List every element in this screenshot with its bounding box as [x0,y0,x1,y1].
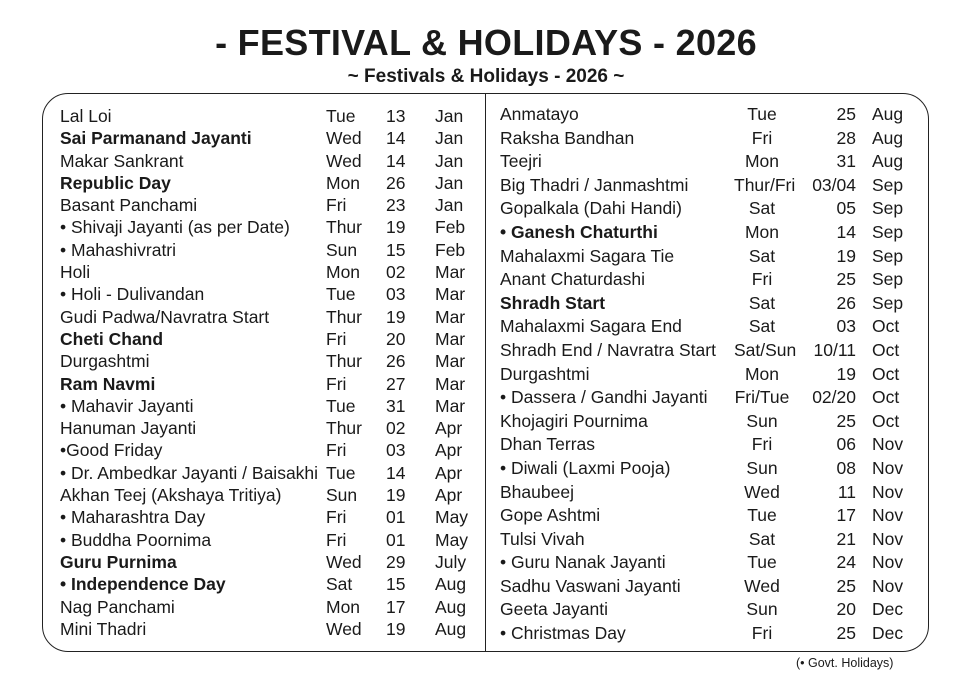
holiday-date: 14 [386,462,406,483]
holiday-month: Nov [872,552,904,573]
holiday-date: 06 [836,434,856,455]
holiday-name: Guru Purnima [60,551,177,572]
holiday-day: Thur [326,217,362,238]
holiday-date: 17 [836,505,856,526]
holiday-name: Big Thadri / Janmashtmi [500,174,689,195]
holiday-day: Mon [326,262,361,283]
holiday-day: Sat [748,528,776,549]
holiday-date: 27 [386,373,406,394]
holiday-date: 19 [836,245,856,266]
holiday-month: Nov [872,528,904,549]
holiday-date: 31 [386,395,406,416]
holiday-day: Fri [326,328,347,349]
holiday-date: 17 [386,596,406,617]
holiday-name: Shradh End / Navratra Start [500,339,716,360]
holiday-month: Sep [872,292,904,313]
holiday-month: May [435,507,469,528]
page-subtitle: ~ Festivals & Holidays - 2026 ~ [347,66,625,87]
holiday-date: 23 [386,195,406,216]
holiday-month: Aug [872,127,904,148]
holiday-month: Apr [435,418,463,439]
holiday-day: Thur [326,351,362,372]
holiday-date: 03 [386,440,406,461]
holiday-date: 25 [836,269,856,290]
holiday-date: 03/04 [812,174,856,195]
holiday-month: Mar [435,306,466,327]
holiday-name: Nag Panchami [60,596,175,617]
holiday-name: Sai Parmanand Jayanti [60,128,252,149]
holiday-day: Wed [744,481,780,502]
holiday-month: Sep [872,269,904,290]
holiday-day: Fri [751,434,773,455]
holiday-day: Mon [326,172,361,193]
holiday-month: Feb [435,217,466,238]
holiday-name: Tulsi Vivah [500,528,585,549]
holiday-day: Tue [326,395,356,416]
holiday-day: Fri [751,127,773,148]
holiday-day: Tue [326,284,356,305]
holiday-name: Hanuman Jayanti [60,418,197,439]
holiday-name: Bhaubeej [500,481,574,502]
holiday-day: Mon [744,363,780,384]
holiday-name: • Independence Day [60,574,226,595]
holiday-name: • Mahashivratri [60,239,177,260]
holiday-day: Mon [744,221,780,242]
holiday-day: Wed [326,150,362,171]
holiday-month: Nov [872,434,904,455]
holiday-name: Akhan Teej (Akshaya Tritiya) [60,485,282,506]
holiday-date: 26 [836,292,856,313]
holiday-name: Geeta Jayanti [500,599,608,620]
holiday-name: Mahalaxmi Sagara End [500,316,682,337]
holiday-name: Raksha Bandhan [500,127,635,148]
holiday-name: Durgashtmi [60,351,150,372]
column-divider [485,93,486,652]
holiday-name: Cheti Chand [60,328,164,349]
holiday-date: 19 [386,217,406,238]
holiday-name: Khojagiri Pournima [500,410,648,431]
holiday-month: Dec [872,623,904,644]
holiday-day: Fri [751,269,773,290]
holiday-date: 08 [836,457,856,478]
holiday-name: Anant Chaturdashi [500,269,645,290]
holiday-name: • Mahavir Jayanti [60,395,194,416]
holiday-day: Sun [746,410,778,431]
holiday-date: 19 [836,363,856,384]
holiday-day: Thur [326,418,362,439]
holiday-month: Apr [435,462,463,483]
holiday-name: Anmatayo [500,104,579,124]
holiday-day: Fri [751,623,773,644]
holiday-name: Durgashtmi [500,363,590,384]
holiday-date: 25 [836,575,856,596]
holiday-date: 19 [386,618,406,639]
holiday-month: Oct [872,387,900,408]
holiday-name: • Christmas Day [500,623,626,644]
holiday-month: Oct [872,316,900,337]
holiday-date: 02/20 [812,387,856,408]
holiday-name: Mahalaxmi Sagara Tie [500,245,675,266]
holiday-date: 31 [836,151,856,172]
holiday-day: Fri [326,529,347,550]
holiday-name: • Diwali (Laxmi Pooja) [500,457,671,478]
holiday-date: 01 [386,507,406,528]
holiday-name: Shradh Start [500,292,606,313]
holiday-month: Oct [872,363,900,384]
holiday-day: Wed [326,618,362,639]
holiday-date: 24 [836,552,856,573]
holiday-day: Sat [748,198,776,219]
holiday-day: Tue [326,106,356,126]
holiday-name: •Good Friday [60,440,163,461]
holiday-day: Wed [744,575,780,596]
holiday-month: Mar [435,373,466,394]
holiday-month: Mar [435,262,466,283]
holiday-date: 10/11 [813,339,856,360]
holiday-date: 26 [386,172,406,193]
holiday-day: Fri [326,373,347,394]
holiday-date: 26 [386,351,406,372]
holiday-month: Mar [435,328,466,349]
holiday-name: Basant Panchami [60,195,198,216]
holiday-month: Sep [872,198,904,219]
holiday-month: Nov [872,481,904,502]
holiday-day: Thur [326,306,362,327]
holiday-date: 25 [836,104,856,124]
holiday-month: Jan [435,172,464,193]
holiday-month: Dec [872,599,904,620]
holiday-day: Tue [747,505,777,526]
holiday-date: 14 [386,150,406,171]
holiday-name: • Holi - Dulivandan [60,284,205,305]
holiday-month: Aug [872,104,904,124]
holiday-date: 14 [836,221,856,242]
holiday-day: Sat [748,245,776,266]
holiday-day: Tue [326,462,356,483]
holiday-day: Mon [326,596,361,617]
holiday-date: 15 [386,574,406,595]
holiday-day: Sat [748,316,776,337]
holiday-name: • Buddha Poornima [60,529,212,550]
holiday-month: Nov [872,457,904,478]
holiday-day: Sat [748,292,776,313]
holiday-date: 03 [836,316,856,337]
holiday-name: • Dr. Ambedkar Jayanti / Baisakhi [60,462,319,483]
holiday-day: Fri [326,195,347,216]
holiday-name: Lal Loi [60,106,112,126]
holiday-month: Aug [435,596,467,617]
holiday-name: Republic Day [60,172,171,193]
holiday-month: May [435,529,469,550]
page-title: - FESTIVAL & HOLIDAYS - 2026 [215,22,757,63]
holiday-day: Sun [746,599,778,620]
holiday-month: Sep [872,174,904,195]
holiday-name: • Guru Nanak Jayanti [500,552,666,573]
holiday-month: Oct [872,339,900,360]
holiday-date: 25 [836,623,856,644]
holiday-month: Aug [872,151,904,172]
holiday-day: Sat/Sun [734,339,797,360]
holiday-date: 21 [836,528,856,549]
holiday-date: 02 [386,418,406,439]
holiday-name: Gope Ashtmi [500,505,601,526]
holiday-month: Apr [435,440,463,461]
govt-holidays-footnote: (• Govt. Holidays) [796,656,894,670]
holiday-date: 14 [386,128,406,149]
holiday-month: Jan [435,106,464,126]
holiday-name: • Ganesh Chaturthi [500,221,658,242]
holiday-day: Tue [747,104,777,124]
holiday-month: Feb [435,239,466,260]
holiday-month: Apr [435,485,463,506]
holiday-date: 28 [836,127,856,148]
holiday-name: Mini Thadri [60,618,147,639]
holiday-month: July [435,551,467,572]
holiday-month: Nov [872,505,904,526]
holiday-day: Fri [326,507,347,528]
holiday-day: Sun [326,485,358,506]
holiday-date: 03 [386,284,406,305]
holiday-name: Teejri [500,151,542,172]
holiday-day: Fri/Tue [734,387,790,408]
holiday-name: • Maharashtra Day [60,507,206,528]
holiday-name: • Dassera / Gandhi Jayanti [500,387,708,408]
holiday-name: Gudi Padwa/Navratra Start [60,306,270,327]
holiday-month: Mar [435,395,466,416]
holiday-month: Jan [435,150,464,171]
holiday-month: Jan [435,195,464,216]
holiday-month: Jan [435,128,464,149]
holiday-date: 19 [386,485,406,506]
holiday-date: 01 [386,529,406,550]
holiday-month: Mar [435,284,466,305]
holiday-date: 20 [836,599,856,620]
holiday-month: Sep [872,221,904,242]
holiday-day: Wed [326,128,362,149]
holiday-month: Oct [872,410,900,431]
holiday-date: 05 [836,198,856,219]
holiday-date: 02 [386,262,406,283]
holiday-date: 29 [386,551,406,572]
holiday-day: Tue [747,552,777,573]
holiday-month: Aug [435,574,467,595]
holiday-date: 19 [386,306,406,327]
holiday-date: 15 [386,239,406,260]
holiday-month: Aug [435,618,467,639]
holiday-day: Sun [326,239,358,260]
holiday-day: Fri [326,440,347,461]
holiday-name: Holi [60,262,91,283]
holiday-name: Sadhu Vaswani Jayanti [500,575,681,596]
holiday-month: Sep [872,245,904,266]
holiday-name: Makar Sankrant [60,150,184,171]
holiday-name: Gopalkala (Dahi Handi) [500,198,682,219]
holiday-date: 13 [386,106,406,126]
holiday-month: Nov [872,575,904,596]
holiday-day: Mon [744,151,780,172]
holiday-name: • Shivaji Jayanti (as per Date) [60,217,290,238]
holiday-day: Thur/Fri [734,174,796,195]
holiday-date: 20 [386,328,406,349]
holiday-date: 11 [837,481,856,502]
holiday-day: Sun [746,457,778,478]
holiday-name: Dhan Terras [500,434,596,455]
holiday-month: Mar [435,351,466,372]
holiday-day: Sat [326,574,353,595]
holiday-name: Ram Navmi [60,373,156,394]
holiday-date: 25 [836,410,856,431]
holiday-day: Wed [326,551,362,572]
